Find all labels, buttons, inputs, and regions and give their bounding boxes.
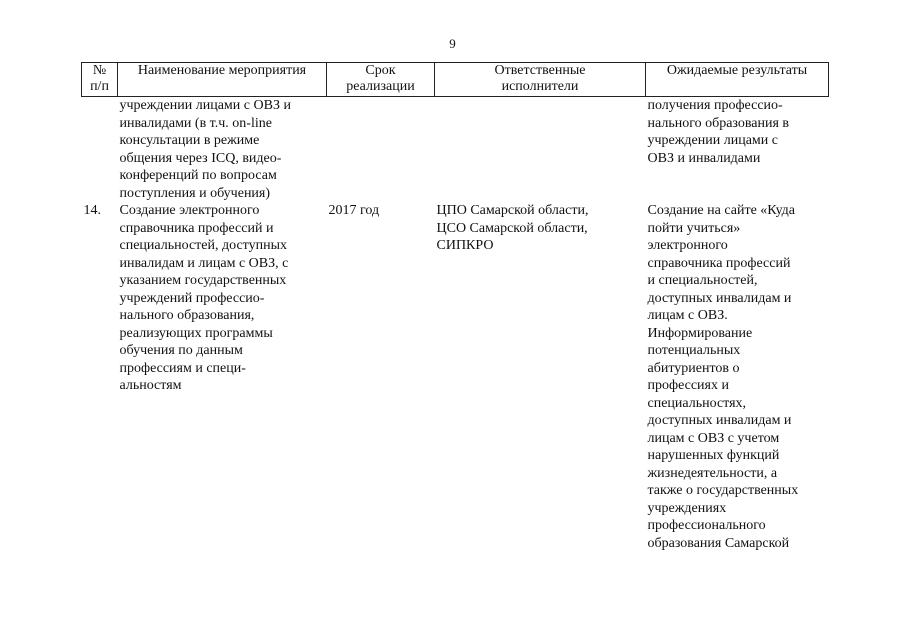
header-line: п/п: [90, 79, 109, 94]
cell-line: Создание электронного: [119, 203, 260, 218]
cell-line: электронного: [647, 238, 728, 253]
cell-line: абитуриентов о: [647, 360, 740, 376]
cell-line: ОВЗ и инвалидами: [647, 150, 761, 166]
cell-line: консультации в режиме: [119, 133, 260, 148]
cell-line: ЦПО Самарской области,: [436, 203, 589, 218]
cell-line: учреждений профессио-: [119, 290, 265, 306]
event-name-cell: [118, 202, 327, 552]
cell-line: лицам с ОВЗ с учетом: [647, 430, 780, 446]
header-line: Ожидаемые результаты: [666, 63, 808, 78]
cell-line: альностям: [119, 378, 182, 393]
header-line: исполнители: [501, 79, 579, 94]
results-cell: [646, 202, 829, 552]
header-number: [82, 63, 118, 97]
header-line: реализации: [346, 79, 415, 94]
page-number: 9: [449, 36, 456, 51]
cell-line: конференций по вопросам: [119, 168, 277, 183]
header-line: Срок: [365, 63, 396, 78]
cell-line: нального образования,: [119, 308, 255, 323]
cell-line: получения профессио-: [647, 98, 783, 113]
cell-line: образования Самарской: [647, 535, 790, 551]
cell-line: жизнедеятельности, а: [647, 465, 778, 481]
table-header-row: [82, 63, 829, 97]
cell-line: специальностях,: [647, 395, 747, 411]
cell-line: общения через ICQ, видео-: [119, 150, 282, 166]
cell-line: указанием государственных: [119, 273, 287, 288]
cell-line: доступных инвалидам и: [647, 290, 792, 306]
term-cell: [327, 97, 435, 203]
responsible-cell: [435, 202, 646, 552]
cell-line: СИПКРО: [436, 238, 494, 253]
cell-line: инвалидам и лицам с ОВЗ, с: [119, 255, 289, 271]
header-event-name: [118, 63, 327, 97]
cell-line: профессионального: [647, 518, 766, 533]
event-name-cell: [118, 97, 327, 203]
cell-line: профессиях и: [647, 378, 729, 393]
header-term: [327, 63, 435, 97]
results-cell: [646, 97, 829, 203]
header-line: Наименование мероприятия: [137, 63, 307, 78]
cell-line: пойти учиться»: [647, 220, 741, 236]
cell-line: лицам с ОВЗ.: [647, 308, 728, 323]
header-responsible: [435, 63, 646, 97]
cell-line: Создание на сайте «Куда: [647, 203, 796, 218]
events-table: [81, 62, 829, 552]
row-number: [82, 97, 118, 203]
cell-line: Информирование: [647, 325, 753, 341]
cell-line: справочника профессий: [647, 255, 791, 271]
cell-line: учреждении лицами с ОВЗ и: [119, 98, 291, 113]
cell-line: специальностей, доступных: [119, 238, 288, 253]
cell-line: обучения по данным: [119, 343, 243, 358]
cell-line: ЦСО Самарской области,: [436, 220, 588, 236]
cell-line: доступных инвалидам и: [647, 413, 792, 428]
cell-line: профессиям и специ-: [119, 360, 246, 376]
term-cell: 2017 год: [328, 203, 380, 218]
cell-line: учреждении лицами с: [647, 133, 778, 148]
header-line: №: [92, 63, 107, 78]
header-results: [646, 63, 829, 97]
header-line: Ответственные: [494, 63, 586, 78]
cell-line: поступления и обучения): [119, 185, 271, 201]
cell-line: потенциальных: [647, 343, 741, 358]
cell-line: справочника профессий и: [119, 220, 274, 236]
table-row: [82, 97, 829, 203]
cell-line: учреждениях: [647, 500, 727, 516]
row-number: 14.: [83, 203, 101, 218]
cell-line: нарушенных функций: [647, 448, 780, 463]
cell-line: также о государственных: [647, 483, 799, 498]
responsible-cell: [435, 97, 646, 203]
cell-line: и специальностей,: [647, 273, 758, 288]
cell-line: нального образования в: [647, 115, 790, 131]
cell-line: реализующих программы: [119, 325, 273, 341]
table-row: [82, 202, 829, 552]
cell-line: инвалидами (в т.ч. on-line: [119, 115, 272, 131]
